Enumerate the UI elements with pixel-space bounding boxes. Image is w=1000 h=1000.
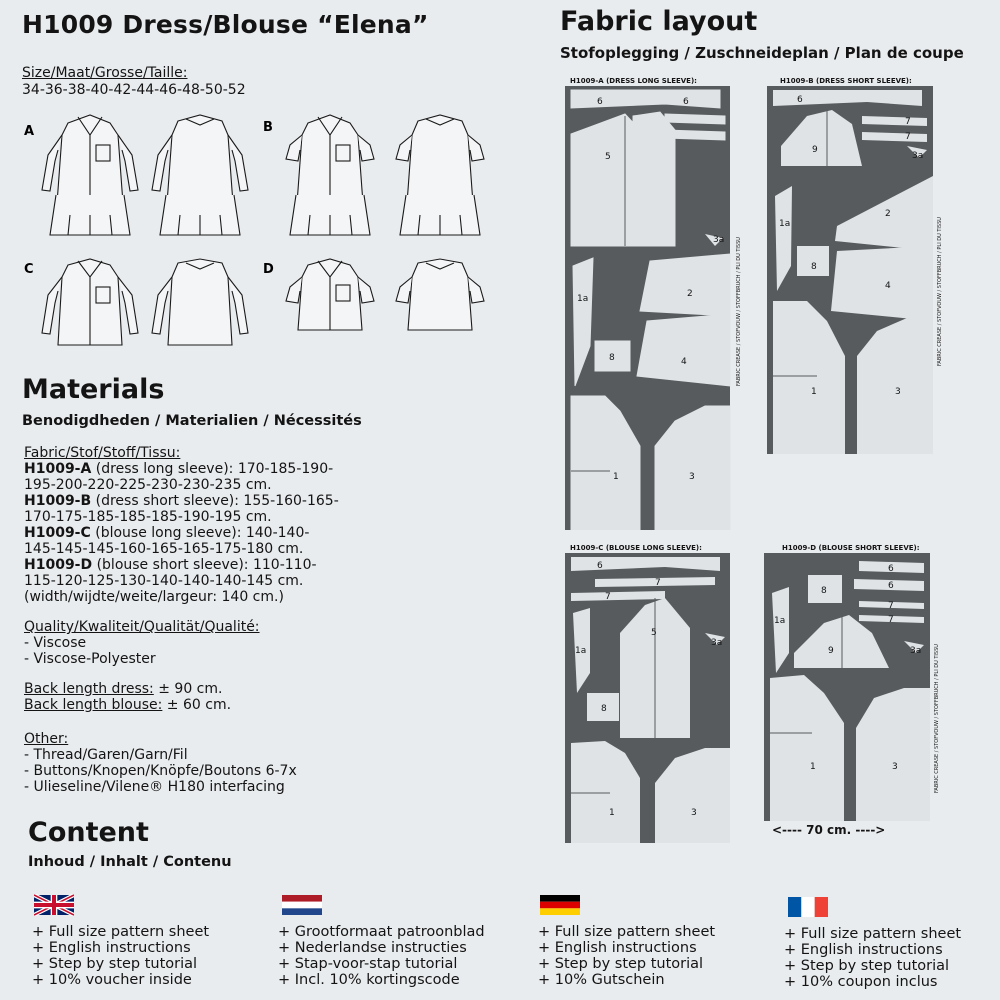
content-item: + Stap-voor-stap tutorial: [278, 956, 458, 972]
content-item: + Grootformaat patroonblad: [278, 924, 485, 940]
piece-label: 5: [605, 152, 611, 162]
materials-title: Materials: [22, 374, 165, 405]
content-item: + 10% coupon inclus: [784, 974, 938, 990]
content-item: + Step by step tutorial: [32, 956, 198, 972]
piece-label: 1: [810, 762, 816, 772]
content-item: + 10% Gutschein: [538, 972, 665, 988]
other-item: - Buttons/Knopen/Knöpfe/Boutons 6-7x: [24, 763, 297, 779]
content-item: + Incl. 10% kortingscode: [278, 972, 460, 988]
piece-label: 5: [651, 628, 657, 638]
panel-d-title: H1009-D (BLOUSE SHORT SLEEVE):: [782, 544, 920, 552]
content-item: + 10% voucher inside: [32, 972, 192, 988]
piece-7-strip: [665, 114, 725, 124]
fr-flag-icon: [788, 896, 828, 918]
fabric-amount: 115-120-125-130-140-140-140-145 cm.: [24, 573, 304, 589]
piece-label: 2: [885, 209, 891, 219]
fabric-line: [24, 541, 339, 557]
variant-d-front: [286, 259, 374, 330]
piece-label: 6: [597, 561, 603, 571]
panel-b-title: H1009-B (DRESS SHORT SLEEVE):: [780, 77, 912, 85]
variant-a-label: A: [24, 124, 35, 139]
back-length-dress-value: ± 90 cm.: [153, 681, 223, 697]
other-item: - Ulieseline/Vilene® H180 interfacing: [24, 779, 285, 795]
fabric-line: [24, 493, 339, 509]
size-range: 34-36-38-40-42-44-46-48-50-52: [22, 82, 246, 98]
piece-label: 7: [655, 578, 661, 588]
piece-label: 4: [681, 357, 687, 367]
piece-label: 1a: [779, 219, 791, 229]
piece-label: 1a: [774, 616, 786, 626]
piece-label: 7: [888, 615, 894, 625]
fabric-line: [24, 509, 339, 525]
back-length-blouse: [24, 697, 339, 713]
variant-a-front: [42, 115, 138, 235]
panel-d-layout: [764, 553, 944, 821]
content-item: + Nederlandse instructies: [278, 940, 467, 956]
variant-b-label: B: [263, 120, 273, 135]
piece-label: 3: [691, 808, 697, 818]
content-item: + Full size pattern sheet: [538, 924, 716, 940]
content-item: + English instructions: [32, 940, 191, 956]
fabric-layout-subtitle: Stofoplegging / Zuschneideplan / Plan de coupe: [560, 44, 964, 62]
piece-label: 3: [892, 762, 898, 772]
content-column-de: [538, 924, 715, 988]
fold-label-d: FABRIC CREASE / STOFVOUW / STOFFBRUCH / PLI DU TISSU: [934, 644, 940, 793]
page-title: H1009 Dress/Blouse “Elena”: [22, 10, 429, 39]
piece-label: 7: [605, 592, 611, 602]
piece-label: 8: [811, 262, 817, 272]
panel-c-title: H1009-C (BLOUSE LONG SLEEVE):: [570, 544, 702, 552]
content-title: Content: [28, 817, 149, 848]
piece-label: 6: [797, 95, 803, 105]
width-indicator: <---- 70 cm. ---->: [772, 823, 886, 837]
size-label: Size/Maat/Grosse/Taille:: [22, 65, 188, 81]
back-length-blouse-label: Back length blouse:: [24, 697, 163, 713]
piece-label: 3: [895, 387, 901, 397]
fabric-line: [24, 477, 339, 493]
fabric-amount: 195-200-220-225-230-230-235 cm.: [24, 477, 272, 493]
content-column-en: [32, 924, 209, 988]
piece-label: 3: [689, 472, 695, 482]
piece-6-collar: [571, 90, 720, 108]
fold-label-a: FABRIC CREASE / STOFVOUW / STOFFBRUCH / PLI DU TISSU: [736, 237, 742, 386]
piece-7-strip: [665, 130, 725, 140]
piece-label: 1a: [575, 646, 587, 656]
variant-c-front: [42, 259, 138, 345]
piece-label: 7: [905, 132, 911, 142]
nl-flag-icon: [282, 894, 322, 916]
content-column-nl: [278, 924, 485, 988]
content-item: + Step by step tutorial: [538, 956, 704, 972]
fabric-line: [24, 557, 339, 573]
variant-b-back: [396, 115, 484, 235]
fabric-label: Fabric/Stof/Stoff/Tissu:: [24, 445, 181, 461]
quality-label: Quality/Kwaliteit/Qualität/Qualité:: [24, 619, 260, 635]
piece-label: 4: [885, 281, 891, 291]
content-item: + Step by step tutorial: [784, 958, 950, 974]
fabric-amount: (dress short sleeve): 155-160-165-: [91, 493, 339, 509]
materials-body: [24, 445, 339, 795]
piece-label: 6: [597, 97, 603, 107]
quality-item: - Viscose-Polyester: [24, 651, 156, 667]
content-item: + English instructions: [538, 940, 697, 956]
fabric-amount: (blouse long sleeve): 140-140-: [90, 525, 310, 541]
piece-label: 7: [888, 601, 894, 611]
back-length-blouse-value: ± 60 cm.: [162, 697, 232, 713]
piece-label: 8: [601, 704, 607, 714]
piece-label: 3a: [711, 638, 723, 648]
piece-label: 3a: [713, 235, 725, 245]
materials-subtitle: Benodigdheden / Materialien / Nécessités: [22, 413, 362, 429]
piece-label: 9: [812, 145, 818, 155]
other-label: Other:: [24, 731, 69, 747]
other-item: - Thread/Garen/Garn/Fil: [24, 747, 188, 763]
piece-label: 8: [609, 353, 615, 363]
piece-label: 1: [811, 387, 817, 397]
fabric-line: [24, 461, 339, 477]
panel-b-layout: [767, 86, 947, 454]
fabric-amount: (blouse short sleeve): 110-110-: [92, 557, 317, 573]
fabric-layout-title: Fabric layout: [560, 6, 758, 37]
variant-d-label: D: [263, 262, 274, 277]
panel-a-layout: [565, 86, 745, 530]
fabric-variant-code: H1009-D: [24, 557, 93, 573]
content-item: + English instructions: [784, 942, 943, 958]
piece-label: 6: [888, 581, 894, 591]
panel-c-layout: [565, 553, 745, 843]
piece-label: 6: [683, 97, 689, 107]
panel-a-title: H1009-A (DRESS LONG SLEEVE):: [570, 77, 697, 85]
fabric-lines: [24, 461, 339, 605]
uk-flag-icon: [34, 894, 74, 916]
fabric-variant-code: H1009-B: [24, 493, 92, 509]
piece-2: [640, 254, 730, 316]
content-item: + Full size pattern sheet: [32, 924, 210, 940]
back-length-dress-label: Back length dress:: [24, 681, 154, 697]
piece-label: 1: [613, 472, 619, 482]
piece-4: [831, 246, 933, 321]
back-length-dress: [24, 681, 339, 697]
technical-drawings: [20, 105, 500, 360]
fabric-line: [24, 589, 339, 605]
fold-label-b: FABRIC CREASE / STOFVOUW / STOFFBRUCH / PLI DU TISSU: [937, 217, 943, 366]
piece-label: 8: [821, 586, 827, 596]
fabric-amount: (width/wijdte/weite/largeur: 140 cm.): [24, 589, 284, 605]
variant-b-front: [286, 115, 374, 235]
piece-5-sleeve-left: [571, 114, 640, 246]
piece-label: 1: [609, 808, 615, 818]
fabric-amount: 170-175-185-185-185-190-195 cm.: [24, 509, 272, 525]
fabric-amount: 145-145-145-160-165-165-175-180 cm.: [24, 541, 304, 557]
piece-label: 7: [905, 117, 911, 127]
quality-item: - Viscose: [24, 635, 87, 651]
piece-label: 2: [687, 289, 693, 299]
variant-a-back: [152, 115, 248, 235]
piece-label: 1a: [577, 294, 589, 304]
variant-c-back: [152, 259, 248, 345]
piece-label: 6: [888, 564, 894, 574]
content-item: + Full size pattern sheet: [784, 926, 962, 942]
content-subtitle: Inhoud / Inhalt / Contenu: [28, 854, 232, 870]
de-flag-icon: [540, 894, 580, 916]
piece-label: 3a: [912, 151, 924, 161]
fabric-amount: (dress long sleeve): 170-185-190-: [91, 461, 334, 477]
fabric-line: [24, 525, 339, 541]
fabric-variant-code: H1009-A: [24, 461, 92, 477]
fabric-variant-code: H1009-C: [24, 525, 91, 541]
fabric-line: [24, 573, 339, 589]
piece-label: 9: [828, 646, 834, 656]
content-column-fr: [784, 926, 961, 990]
piece-label: 3a: [910, 646, 922, 656]
variant-d-back: [396, 259, 484, 330]
piece-4: [637, 314, 730, 386]
variant-c-label: C: [24, 262, 34, 277]
